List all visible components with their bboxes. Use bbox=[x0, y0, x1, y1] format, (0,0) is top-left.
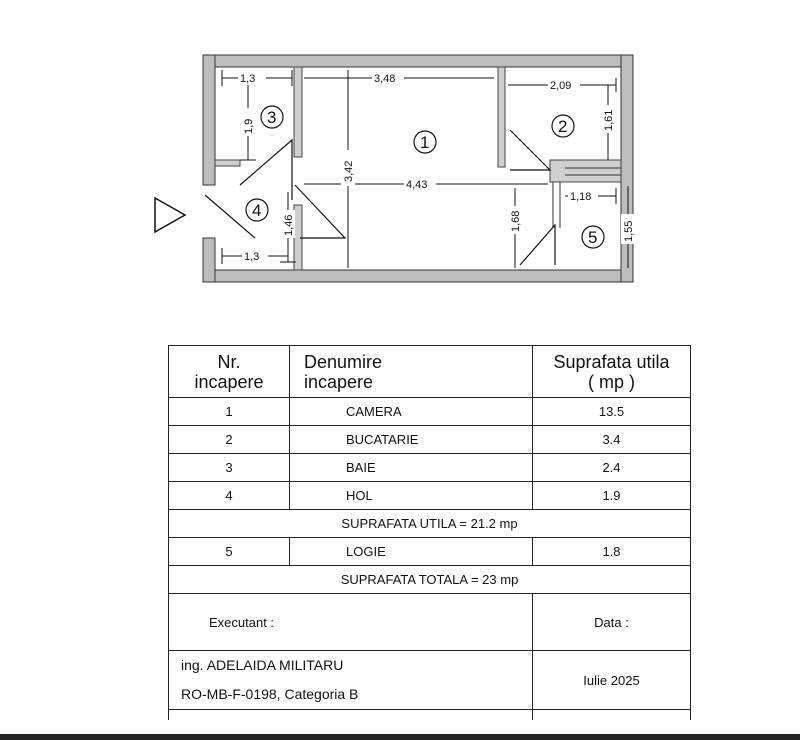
room-nr: 2 bbox=[169, 426, 290, 454]
dimension-label: 1,3 bbox=[244, 251, 260, 263]
room-area: 2.4 bbox=[533, 454, 691, 482]
room-number: 5 bbox=[588, 228, 598, 247]
header-nr: Nr. incapere bbox=[169, 346, 290, 398]
interior-walls bbox=[215, 67, 621, 270]
room-area: 13.5 bbox=[533, 398, 691, 426]
table-tail bbox=[169, 710, 691, 721]
room-nr: 4 bbox=[169, 482, 290, 510]
dimension-label: 1,3 bbox=[240, 73, 256, 85]
room-name: LOGIE bbox=[290, 538, 533, 566]
dimension-label: 1,61 bbox=[603, 109, 615, 131]
dimension-label: 1,68 bbox=[510, 210, 522, 232]
suprafata-utila: SUPRAFATA UTILA = 21.2 mp bbox=[169, 510, 691, 538]
room-area: 1.8 bbox=[533, 538, 691, 566]
entrance-arrow-icon bbox=[155, 198, 185, 232]
floor-plan bbox=[0, 0, 800, 300]
table-row bbox=[169, 482, 691, 510]
bottom-bar bbox=[0, 734, 800, 740]
table-row bbox=[169, 426, 691, 454]
room-number: 3 bbox=[267, 108, 277, 127]
room-number: 1 bbox=[420, 133, 430, 152]
dimension-label: 1,9 bbox=[243, 118, 255, 134]
header-area: Suprafata utila ( mp ) bbox=[533, 346, 691, 398]
data-label: Data : bbox=[533, 594, 691, 651]
room-name: HOL bbox=[290, 482, 533, 510]
signature-row bbox=[169, 651, 691, 710]
dimension-label: 3,48 bbox=[374, 73, 396, 85]
table-row bbox=[169, 454, 691, 482]
executant-label: Executant : bbox=[169, 594, 533, 651]
dimension-label: 2,09 bbox=[550, 80, 572, 92]
table-header bbox=[169, 346, 691, 398]
suprafata-utila-row bbox=[169, 510, 691, 538]
room-nr: 5 bbox=[169, 538, 290, 566]
dimension-label: 4,43 bbox=[406, 179, 428, 191]
table-row bbox=[169, 538, 691, 566]
room-name: CAMERA bbox=[290, 398, 533, 426]
table-row bbox=[169, 398, 691, 426]
engineer-info bbox=[169, 651, 533, 710]
dimension-label: 3,42 bbox=[343, 160, 355, 182]
executant-row bbox=[169, 594, 691, 651]
header-name: Denumire incapere bbox=[290, 346, 533, 398]
engineer-name: ing. ADELAIDA MILITARU bbox=[181, 657, 344, 673]
dimension-label: 1,55 bbox=[623, 220, 635, 242]
area-table bbox=[168, 345, 691, 720]
suprafata-totala: SUPRAFATA TOTALA = 23 mp bbox=[169, 566, 691, 594]
room-name: BAIE bbox=[290, 454, 533, 482]
date-value: Iulie 2025 bbox=[533, 651, 691, 710]
room-area: 1.9 bbox=[533, 482, 691, 510]
room-name: BUCATARIE bbox=[290, 426, 533, 454]
dimension-label: 1,18 bbox=[570, 191, 592, 203]
room-nr: 3 bbox=[169, 454, 290, 482]
room-number: 4 bbox=[252, 201, 262, 220]
engineer-license: RO-MB-F-0198, Categoria B bbox=[181, 686, 359, 702]
room-area: 3.4 bbox=[533, 426, 691, 454]
room-number: 2 bbox=[558, 117, 568, 136]
room-nr: 1 bbox=[169, 398, 290, 426]
dimension-label: 1,46 bbox=[283, 214, 295, 236]
suprafata-totala-row bbox=[169, 566, 691, 594]
